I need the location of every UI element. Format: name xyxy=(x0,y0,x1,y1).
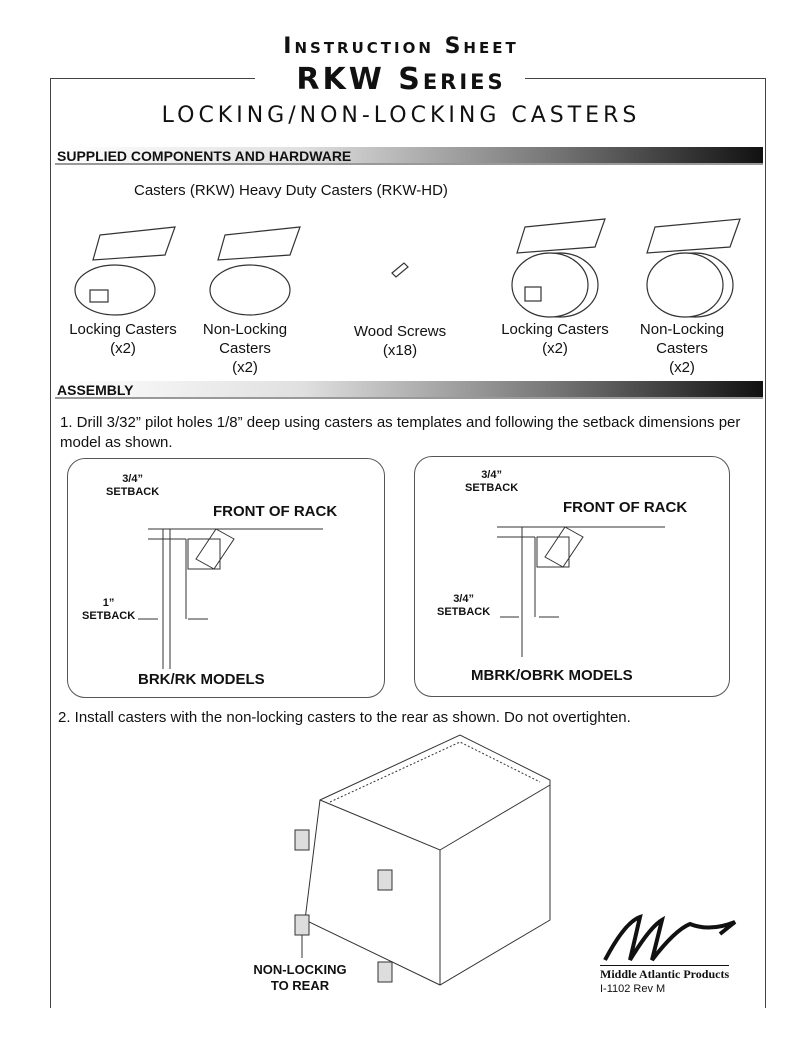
hd-locking-caster-icon xyxy=(512,219,605,317)
model-label: BRK/RK MODELS xyxy=(138,671,265,688)
top-setback-label: 3/4” SETBACK xyxy=(465,469,519,494)
brand-logo xyxy=(600,912,740,964)
section-heading-assembly: ASSEMBLY xyxy=(55,381,763,399)
doc-type-title: Instruction Sheet xyxy=(283,34,519,59)
item-locking-casters: Locking Casters (x2) xyxy=(69,321,177,357)
non-locking-caster-icon xyxy=(210,227,300,315)
subtitle: LOCKING/NON-LOCKING CASTERS xyxy=(161,103,641,128)
cabinet-illustration xyxy=(260,730,570,1000)
side-setback-label: 3/4” SETBACK xyxy=(437,593,491,618)
components-caption: Casters (RKW) Heavy Duty Casters (RKW-HD) xyxy=(134,182,448,199)
top-setback-label: 3/4” SETBACK xyxy=(106,473,160,498)
diagram-brk-rk xyxy=(67,458,385,698)
item-hd-non-locking-casters: Non-Locking Casters (x2) xyxy=(639,321,725,376)
item-wood-screws: Wood Screws (x18) xyxy=(353,323,447,359)
wood-screw-icon xyxy=(392,263,408,277)
caster-illustrations xyxy=(55,205,755,320)
front-of-rack-label: FRONT OF RACK xyxy=(563,499,688,516)
hd-non-locking-caster-icon xyxy=(647,219,740,317)
item-non-locking-casters: Non-Locking Casters (x2) xyxy=(202,321,288,376)
step-1-text: 1. Drill 3/32” pilot holes 1/8” deep using casters as templates and following the setback dimensions per model as shown. xyxy=(60,414,741,451)
non-locking-callout: NON-LOCKING TO REAR xyxy=(253,962,347,993)
series-title: RKW Series xyxy=(296,62,506,97)
model-label: MBRK/OBRK MODELS xyxy=(471,667,633,684)
side-setback-label: 1” SETBACK xyxy=(82,597,136,622)
section-heading-components: SUPPLIED COMPONENTS AND HARDWARE xyxy=(55,147,763,165)
front-of-rack-label: FRONT OF RACK xyxy=(213,503,338,520)
item-hd-locking-casters: Locking Casters (x2) xyxy=(501,321,609,357)
brand-name: Middle Atlantic Products xyxy=(600,967,730,981)
locking-caster-icon xyxy=(75,227,175,315)
diagram-mbrk-obrk xyxy=(414,456,730,697)
step-2-text: 2. Install casters with the non-locking casters to the rear as shown. Do not overtighten. xyxy=(58,709,631,726)
doc-id: I-1102 Rev M xyxy=(600,983,666,995)
